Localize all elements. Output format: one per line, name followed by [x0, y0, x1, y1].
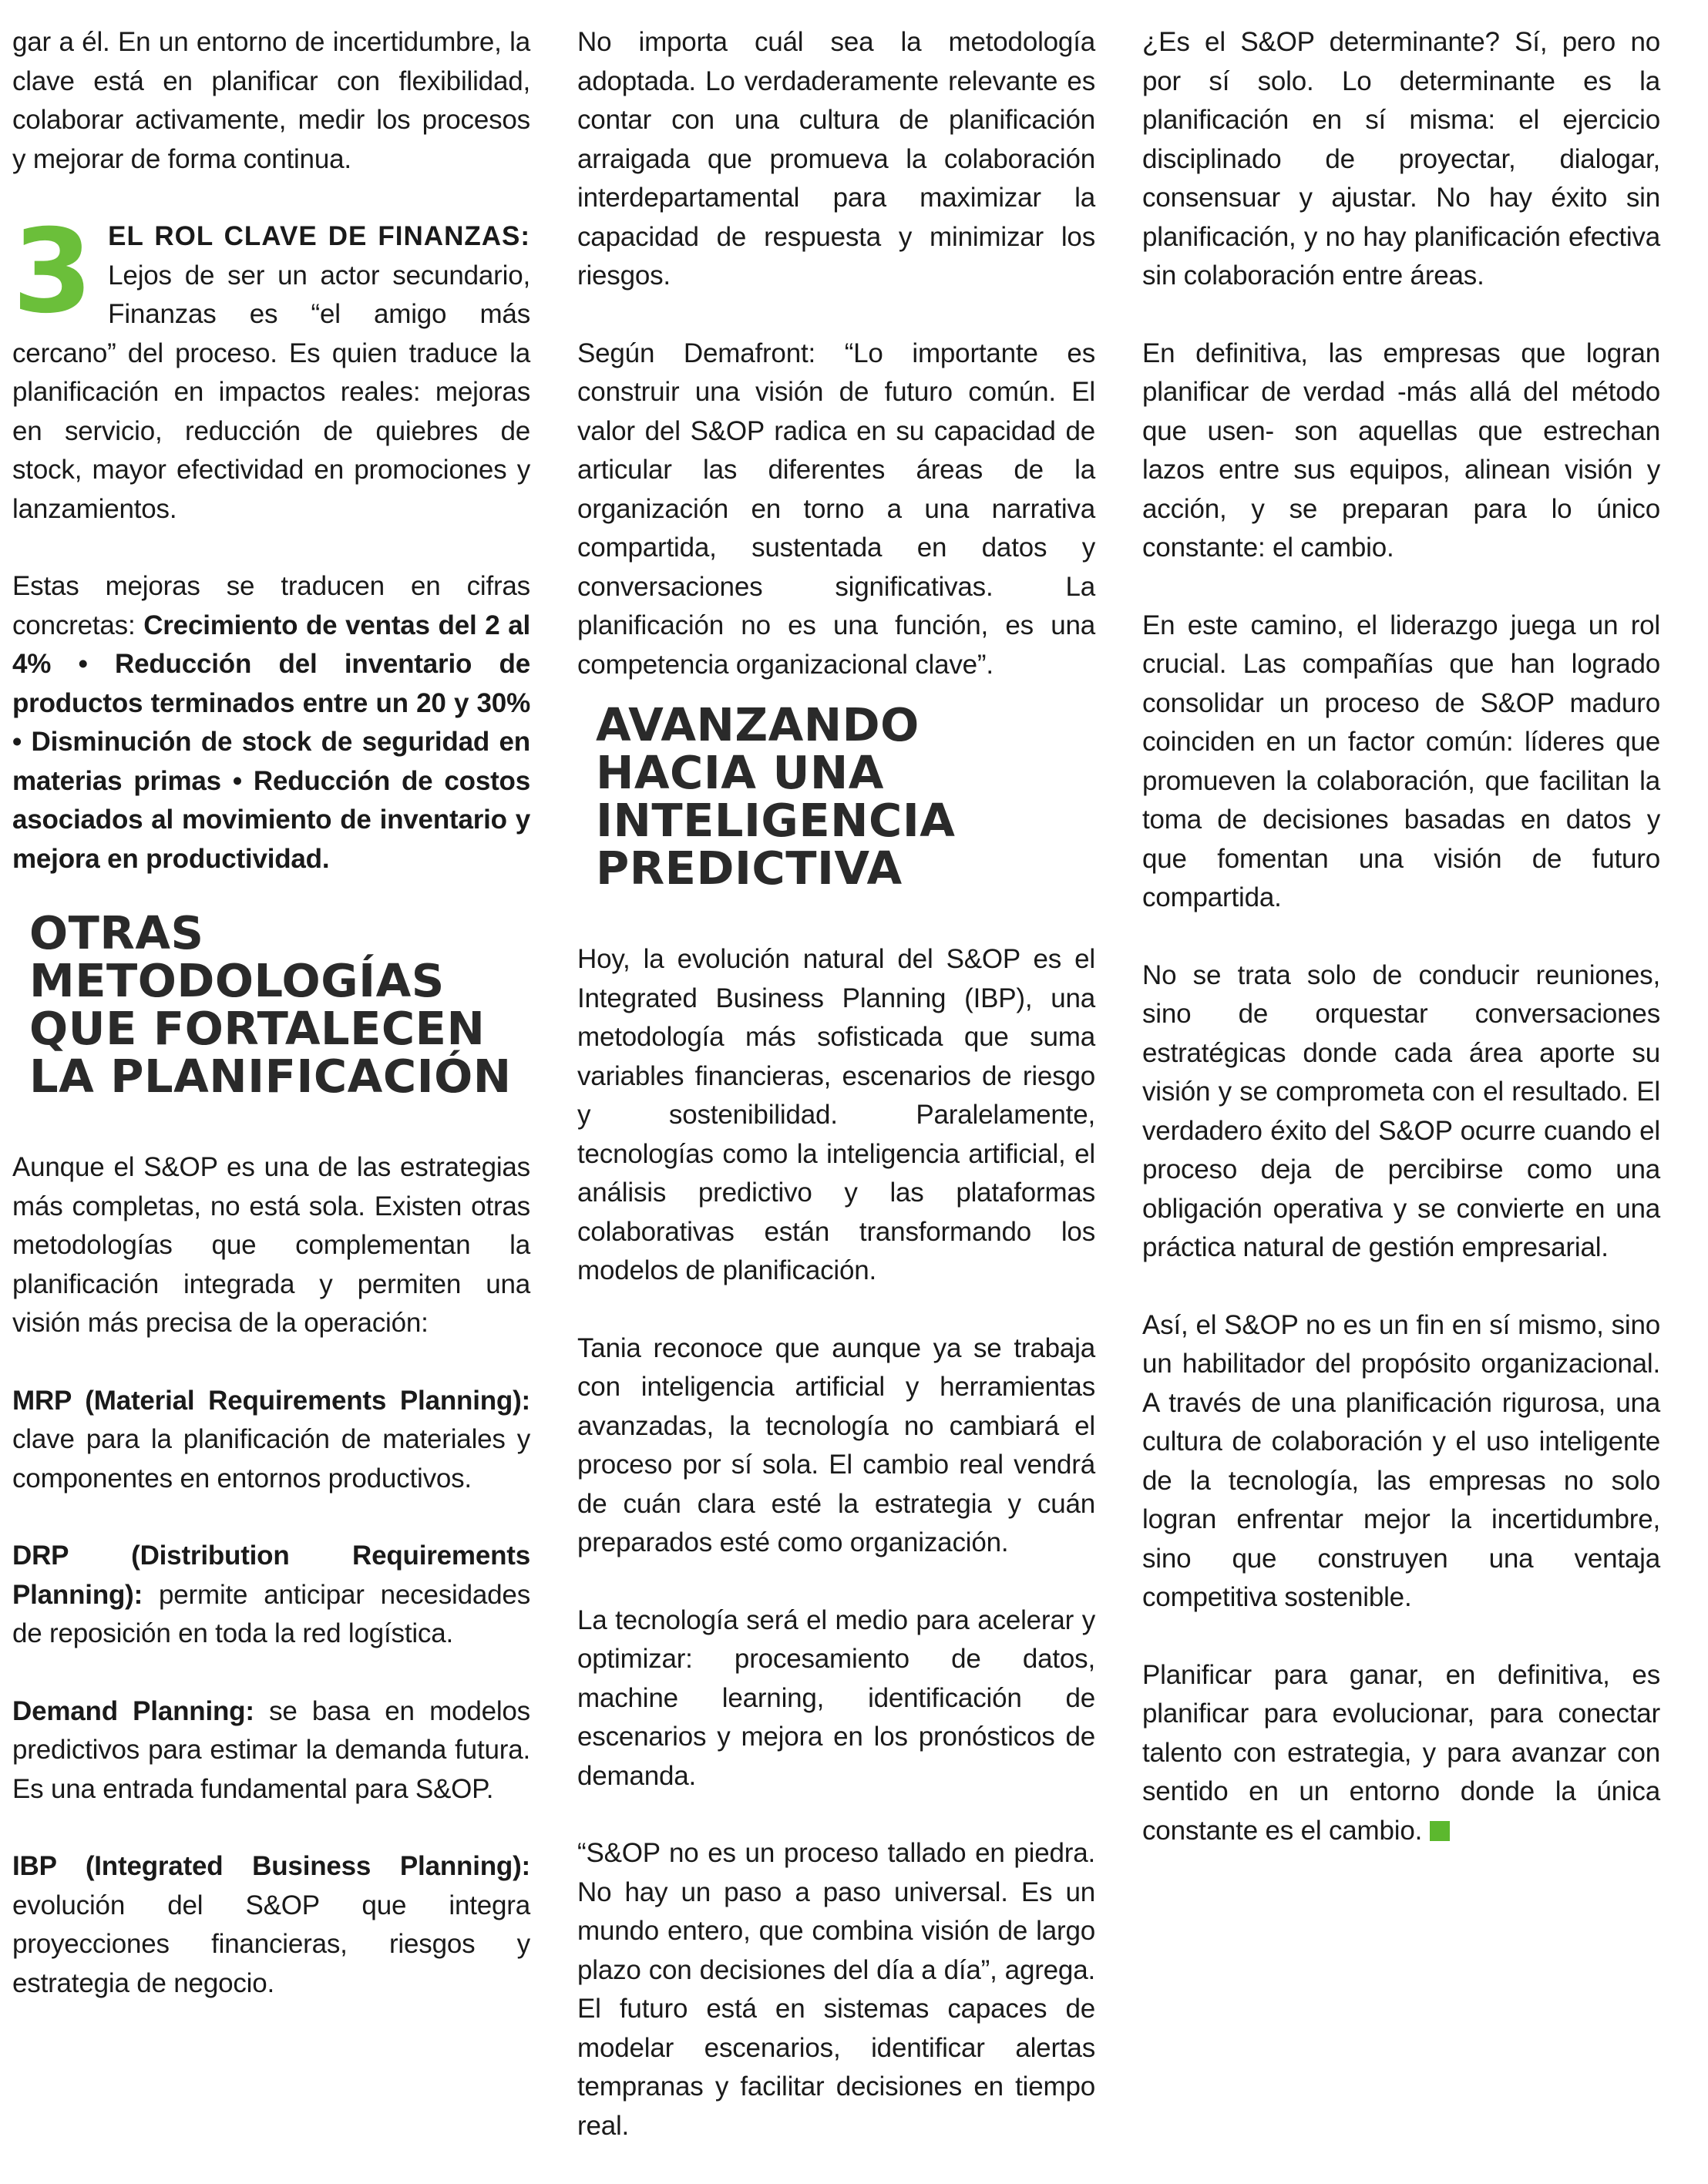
section-heading: OTRAS METODOLOGÍAS QUE FORTALECEN LA PLANIFICACIÓN: [29, 906, 512, 1103]
paragraph: En este camino, el liderazgo juega un rol crucial. Las compañías que han logrado consolidar un proceso de S&OP maduro coinciden en un factor común: líderes que promueven la colaboración, que facilitan la toma de decisiones basadas en datos y que fomentan una visión de futuro compartida.: [1142, 610, 1660, 912]
paragraph: En definitiva, las empresas que logran planificar de verdad -más allá del método que usen- son aquellas que estrechan lazos entre sus equipos, alinean visión y acción, y se preparan para lo único constante: el cambio.: [1142, 338, 1660, 563]
method-term: IBP (Integrated Business Planning):: [12, 1851, 530, 1881]
paragraph: No importa cuál sea la metodología adoptada. Lo verdaderamente relevante es contar con una cultura de planificación arraigada que promueva la colaboración interdepartamental para maximizar la capacidad de respuesta y minimizar los riesgos.: [577, 27, 1095, 291]
paragraph: La tecnología será el medio para acelerar y optimizar: procesamiento de datos, machine learning, identificación de escenarios y mejora en los pronósticos de demanda.: [577, 1604, 1095, 1791]
paragraph: No se trata solo de conducir reuniones, sino de orquestar conversaciones estratégicas donde cada área aporte su visión y se comprometa con el resultado. El verdadero éxito del S&OP ocurre cuando el proceso deja de percibirse como una obligación operativa y se convierte en una práctica natural de gestión empresarial.: [1142, 959, 1660, 1262]
section-heading: AVANZANDO HACIA UNA INTELIGENCIA PREDICTIVA: [596, 698, 956, 895]
method-term: MRP (Material Requirements Planning):: [12, 1385, 530, 1416]
article-column-2: [577, 23, 1095, 2184]
method-description: evolución del S&OP que integra proyecciones financieras, riesgos y estrategia de negocio.: [12, 1890, 530, 1998]
paragraph-quote: “S&OP no es un proceso tallado en piedra. No hay un paso a paso universal. Es un mundo entero, que combina visión de largo plazo con decisiones del día a día”, agrega. El futuro está en sistemas capaces de modelar escenarios, identificar alertas tempranas y facilitar decisiones en tiempo real.: [577, 1838, 1095, 2141]
method-term: Demand Planning:: [12, 1695, 254, 1726]
method-demand-planning: [12, 1692, 530, 1809]
method-description: permite anticipar necesidades de reposición en toda la red logística.: [12, 1579, 530, 1648]
paragraph: Aunque el S&OP es una de las estrategias más completas, no está sola. Existen otras metodologías que complementan la planificación integrada y permiten una visión más precisa de la operación:: [12, 1152, 530, 1338]
article-column-1: [12, 23, 530, 2041]
method-ibp: [12, 1847, 530, 2003]
article-column-3: [1142, 23, 1660, 1889]
figures-intro: Estas mejoras se traducen en cifras concretas:: [12, 571, 530, 640]
point-title: EL ROL CLAVE DE FINANZAS:: [108, 221, 530, 251]
method-description: clave para la planificación de materiales y componentes en entornos productivos.: [12, 1424, 530, 1494]
paragraph: Hoy, la evolución natural del S&OP es el Integrated Business Planning (IBP), una metodología más sofisticada que suma variables financieras, escenarios de riesgo y sostenibilidad. Paralelamente, tecnologías como la inteligencia artificial, el análisis predictivo y las plataformas colaborativas están transformando los modelos de planificación.: [577, 944, 1095, 1285]
method-description: se basa en modelos predictivos para estimar la demanda futura. Es una entrada fundamental para S&OP.: [12, 1695, 530, 1804]
point-text: Lejos de ser un actor secundario, Finanzas es “el amigo más cercano” del proceso. Es quien traduce la planificación en impactos reales: mejoras en servicio, reducción de quiebres de stock, mayor efectividad en promociones y lanzamientos.: [12, 260, 530, 524]
point-number: 3: [12, 205, 93, 339]
end-of-article-icon: [1430, 1821, 1450, 1841]
closing-text: Planificar para ganar, en definitiva, es planificar para evolucionar, para conectar talento con estrategia, y para avanzar con sentido en un entorno donde la única constante es el cambio.: [1142, 1659, 1660, 1846]
paragraph: gar a él. En un entorno de incertidumbre, la clave está en planificar con flexibilidad, colaborar activamente, medir los procesos y mejorar de forma continua.: [12, 27, 530, 174]
paragraph: Tania reconoce que aunque ya se trabaja con inteligencia artificial y herramientas avanzadas, la tecnología no cambiará el proceso por sí sola. El cambio real vendrá de cuán clara esté la estrategia y cuán preparados esté como organización.: [577, 1332, 1095, 1557]
paragraph: ¿Es el S&OP determinante? Sí, pero no por sí solo. Lo determinante es la planificación en sí misma: el ejercicio disciplinado de proyectar, dialogar, consensuar y ajustar. No hay éxito sin planificación, y no hay planificación efectiva sin colaboración entre áreas.: [1142, 27, 1660, 291]
paragraph-closing: [1142, 1656, 1660, 1851]
figures-list: Crecimiento de ventas del 2 al 4% • Reducción del inventario de productos terminados entre un 20 y 30% • Disminución de stock de seguridad en materias primas • Reducción de costos asociados al movimiento de inventario y mejora en productividad.: [12, 610, 530, 874]
method-drp: [12, 1537, 530, 1654]
numbered-point-3: [12, 205, 530, 529]
paragraph: Así, el S&OP no es un fin en sí mismo, sino un habilitador del propósito organizacional. A través de una planificación rigurosa, una cultura de colaboración y el uso inteligente de la tecnología, las empresas no solo logran enfrentar mejor la incertidumbre, sino que construyen una ventaja competitiva sostenible.: [1142, 1309, 1660, 1612]
method-mrp: [12, 1382, 530, 1499]
method-term: DRP (Distribution Requirements Planning):: [12, 1541, 530, 1610]
paragraph-quote: Según Demafront: “Lo importante es construir una visión de futuro común. El valor del S&OP radica en su capacidad de articular las diferentes áreas de la organización en torno a una narrativa compartida, sustentada en datos y conversaciones significativas. La planificación no es una función, es una competencia organizacional clave”.: [577, 338, 1095, 680]
paragraph-figures: [12, 567, 530, 879]
